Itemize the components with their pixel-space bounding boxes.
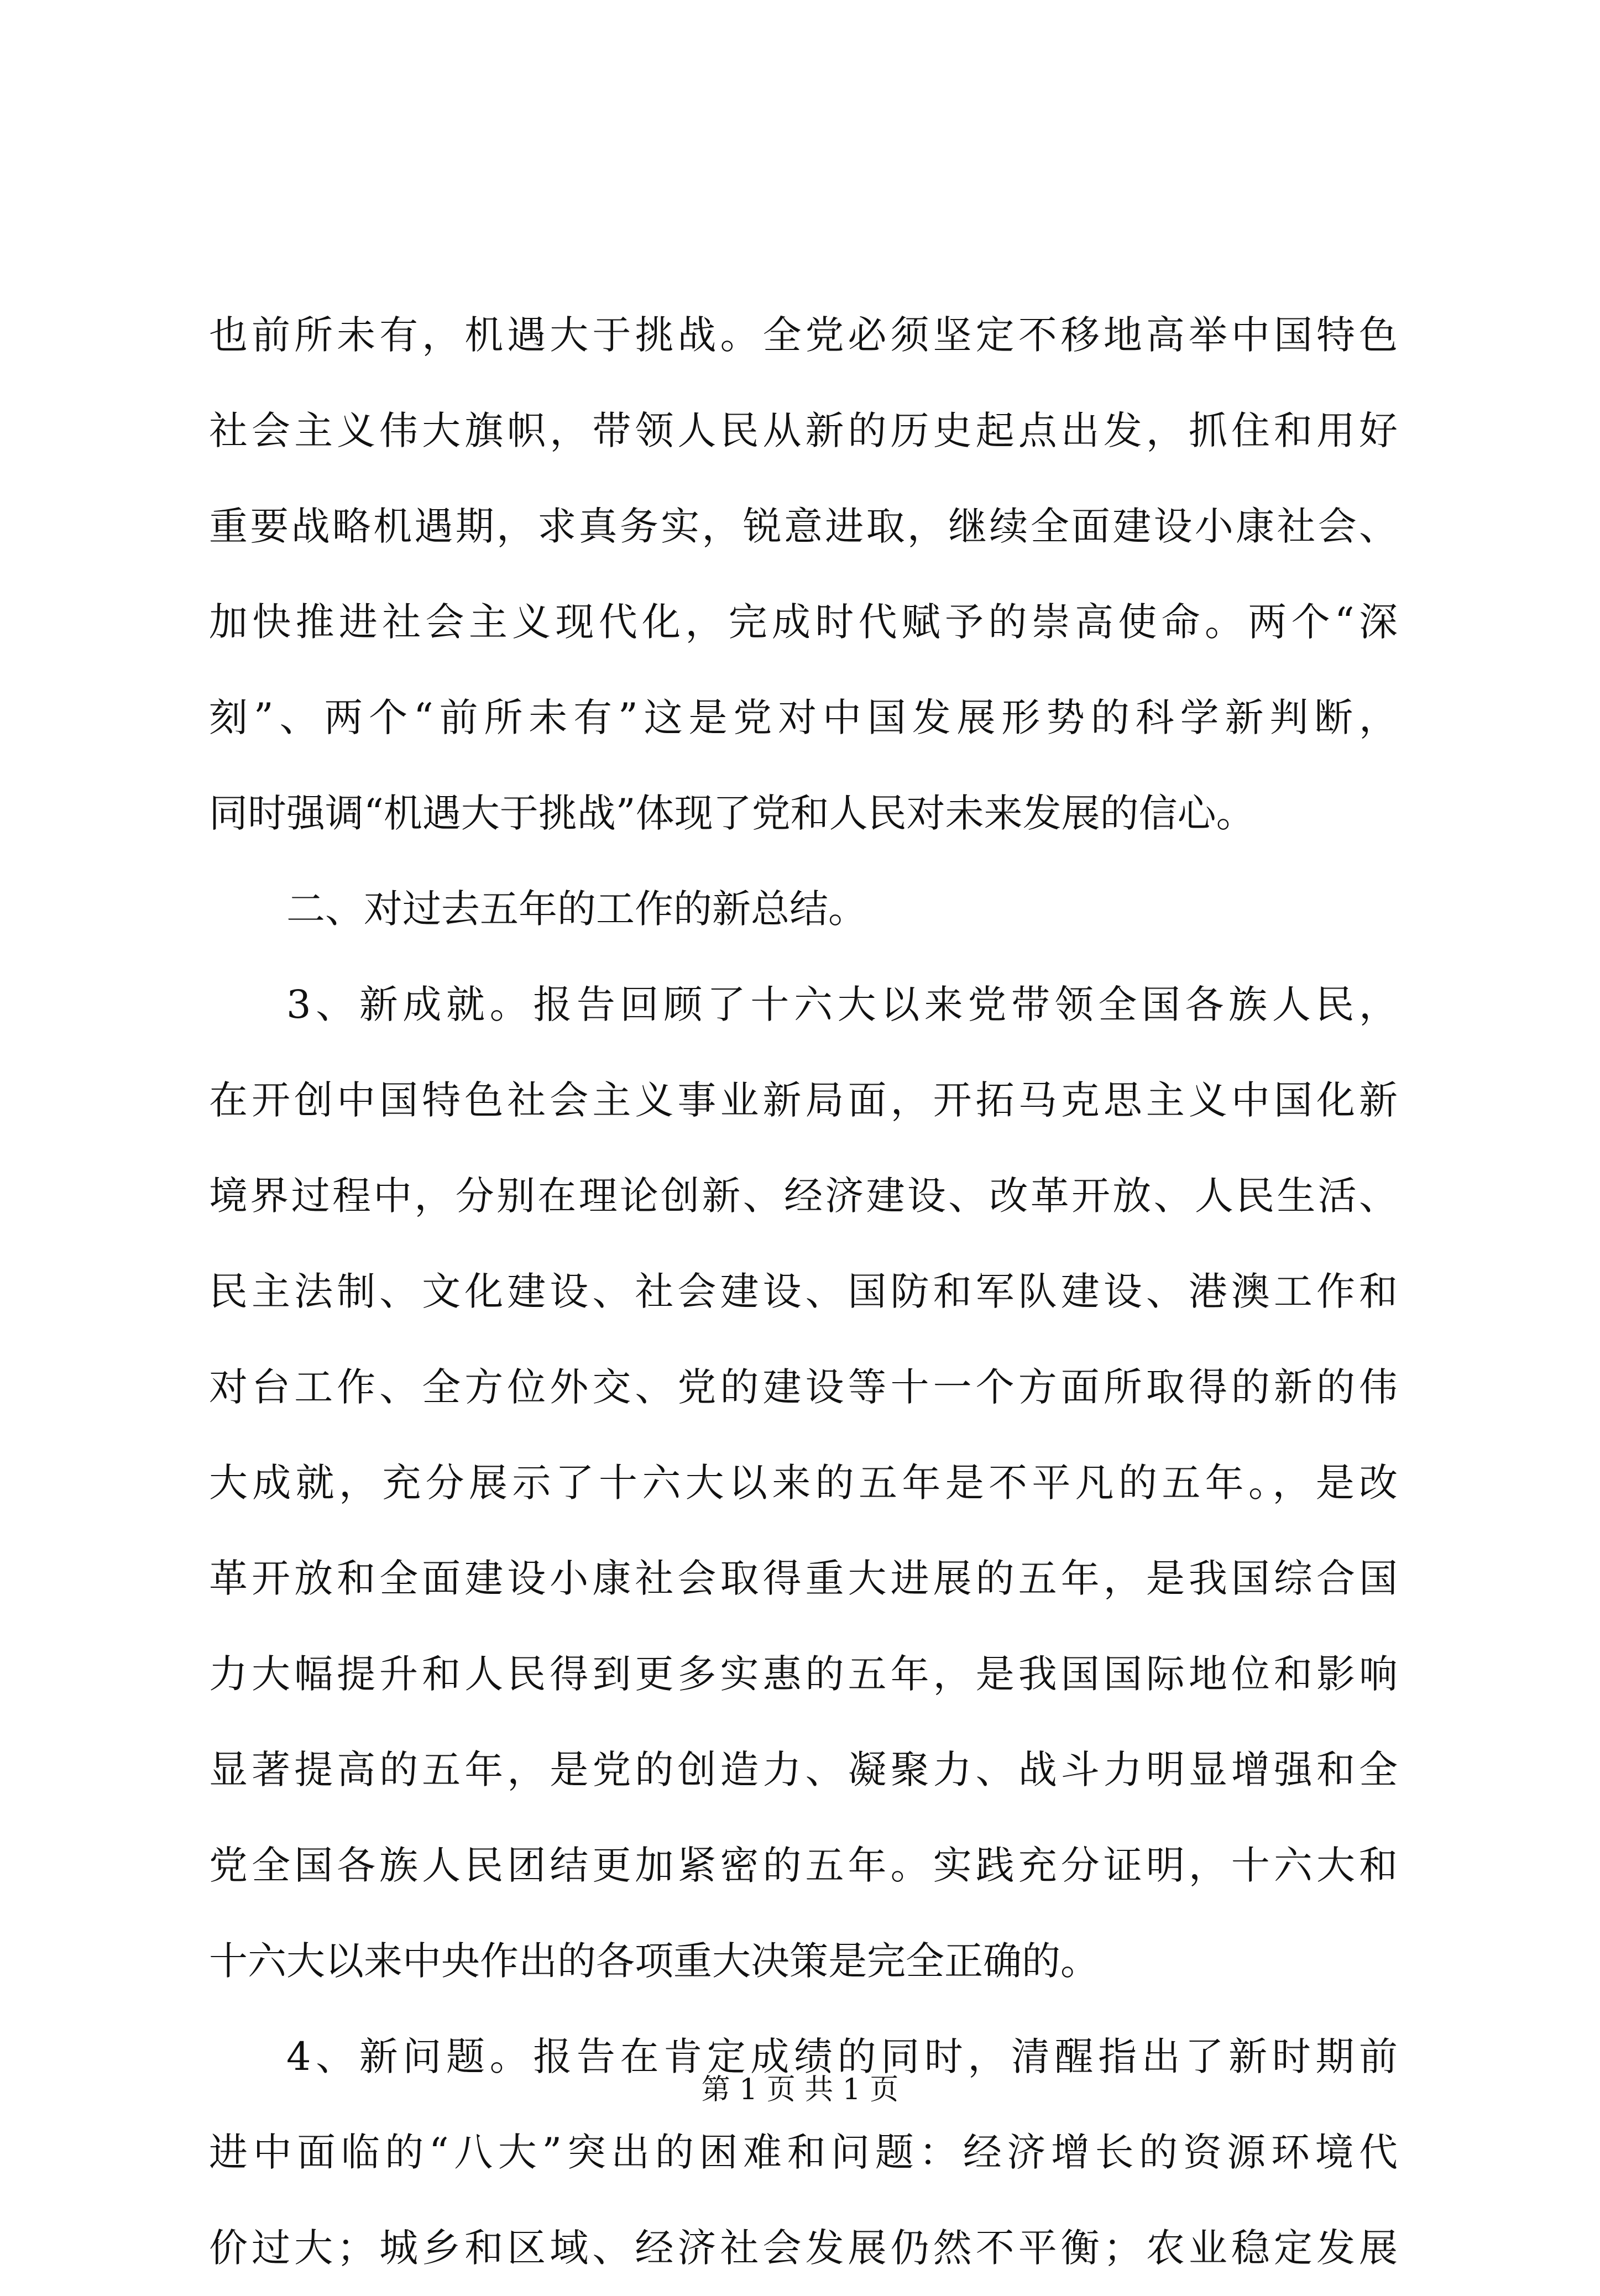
text-line: 二、对过去五年的工作的新总结。	[286, 886, 867, 932]
text-line: 境界过程中，分别在理论创新、经济建设、改革开放、人民生活、	[209, 1173, 1398, 1218]
text-line: 重要战略机遇期，求真务实，锐意进取，继续全面建设小康社会、	[209, 504, 1398, 549]
text-line: 民主法制、文化建设、社会建设、国防和军队建设、港澳工作和	[209, 1269, 1398, 1314]
text-line: 党全国各族人民团结更加紧密的五年。实践充分证明，十六大和	[209, 1843, 1398, 1888]
text-line: 力大幅提升和人民得到更多实惠的五年，是我国国际地位和影响	[209, 1651, 1398, 1697]
text-line: 显著提高的五年，是党的创造力、凝聚力、战斗力明显增强和全	[209, 1747, 1398, 1792]
text-line: 大成就，充分展示了十六大以来的五年是不平凡的五年。，是改	[209, 1460, 1398, 1505]
text-line: 刻”、两个“前所未有”这是党对中国发展形势的科学新判断，	[209, 695, 1398, 740]
text-line: 十六大以来中央作出的各项重大决策是完全正确的。	[209, 1938, 1099, 1984]
document-body	[209, 287, 1398, 2296]
text-line: 4、新问题。报告在肯定成绩的同时，清醒指出了新时期前	[286, 2034, 1398, 2079]
text-line: 社会主义伟大旗帜，带领人民从新的历史起点出发，抓住和用好	[209, 408, 1398, 453]
text-line: 在开创中国特色社会主义事业新局面，开拓马克思主义中国化新	[209, 1078, 1398, 1123]
text-line: 加快推进社会主义现代化，完成时代赋予的崇高使命。两个“深	[209, 599, 1398, 645]
page-footer: 第 1 页 共 1 页	[701, 2073, 899, 2106]
text-line: 革开放和全面建设小康社会取得重大进展的五年，是我国综合国	[209, 1556, 1398, 1601]
text-line: 进中面临的“八大”突出的困难和问题：经济增长的资源环境代	[209, 2130, 1398, 2175]
text-line: 对台工作、全方位外交、党的建设等十一个方面所取得的新的伟	[209, 1364, 1398, 1410]
text-line: 价过大；城乡和区域、经济社会发展仍然不平衡；农业稳定发展	[209, 2225, 1398, 2271]
text-line: 同时强调“机遇大于挑战”体现了党和人民对未来发展的信心。	[209, 791, 1255, 836]
text-line: 也前所未有，机遇大于挑战。全党必须坚定不移地高举中国特色	[209, 312, 1398, 358]
text-line: 3、新成就。报告回顾了十六大以来党带领全国各族人民，	[286, 982, 1398, 1027]
